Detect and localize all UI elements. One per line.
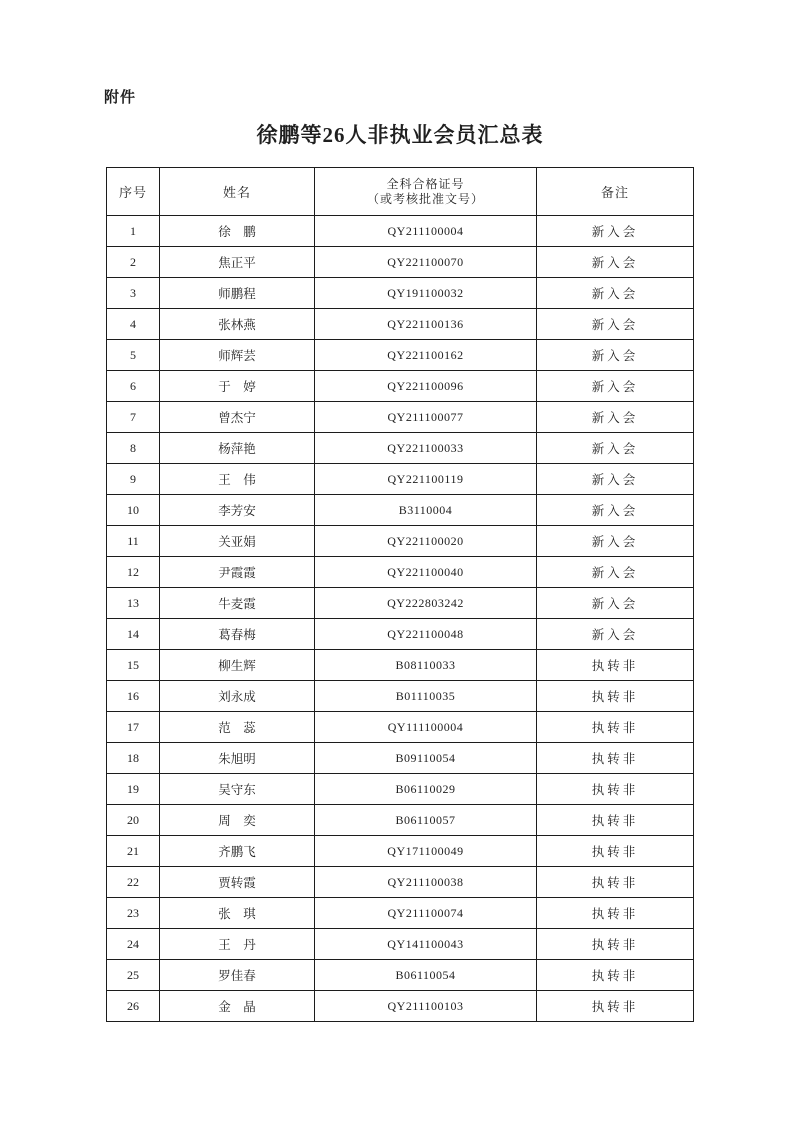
table-row xyxy=(107,402,694,433)
row-remark: 新入会 xyxy=(537,309,694,340)
row-remark: 执转非 xyxy=(537,867,694,898)
row-no: 14 xyxy=(107,619,160,650)
table-row xyxy=(107,371,694,402)
row-remark: 执转非 xyxy=(537,774,694,805)
row-name: 牛麦霞 xyxy=(160,588,315,619)
row-name: 张 琪 xyxy=(160,898,315,929)
row-cert: QY211100038 xyxy=(315,867,537,898)
row-name: 张林燕 xyxy=(160,309,315,340)
table-row xyxy=(107,743,694,774)
row-cert: QY211100103 xyxy=(315,991,537,1022)
header-cert xyxy=(315,168,537,216)
row-name: 徐 鹏 xyxy=(160,216,315,247)
row-cert: QY211100074 xyxy=(315,898,537,929)
row-name: 焦正平 xyxy=(160,247,315,278)
table-row xyxy=(107,960,694,991)
row-remark: 新入会 xyxy=(537,216,694,247)
row-remark: 新入会 xyxy=(537,557,694,588)
row-name: 王 丹 xyxy=(160,929,315,960)
row-name: 尹霞霞 xyxy=(160,557,315,588)
row-no: 26 xyxy=(107,991,160,1022)
row-remark: 新入会 xyxy=(537,340,694,371)
row-no: 8 xyxy=(107,433,160,464)
row-no: 12 xyxy=(107,557,160,588)
row-name: 师辉芸 xyxy=(160,340,315,371)
row-remark: 执转非 xyxy=(537,929,694,960)
row-cert: B01110035 xyxy=(315,681,537,712)
table-row xyxy=(107,991,694,1022)
table-row xyxy=(107,867,694,898)
row-remark: 新入会 xyxy=(537,464,694,495)
row-name: 关亚娟 xyxy=(160,526,315,557)
row-remark: 执转非 xyxy=(537,743,694,774)
row-remark: 新入会 xyxy=(537,247,694,278)
header-name: 姓名 xyxy=(160,168,315,216)
row-no: 23 xyxy=(107,898,160,929)
row-no: 20 xyxy=(107,805,160,836)
table-row xyxy=(107,557,694,588)
row-remark: 新入会 xyxy=(537,371,694,402)
row-cert: QY221100162 xyxy=(315,340,537,371)
table-row xyxy=(107,340,694,371)
table-row xyxy=(107,247,694,278)
row-cert: QY211100077 xyxy=(315,402,537,433)
row-no: 2 xyxy=(107,247,160,278)
header-cert-line2: （或考核批准文号） xyxy=(366,191,484,206)
table-body xyxy=(107,216,694,1022)
row-no: 7 xyxy=(107,402,160,433)
row-cert: B06110054 xyxy=(315,960,537,991)
row-cert: B06110057 xyxy=(315,805,537,836)
page-title: 徐鹏等26人非执业会员汇总表 xyxy=(256,123,544,147)
row-no: 9 xyxy=(107,464,160,495)
table-row xyxy=(107,805,694,836)
table-header xyxy=(107,168,694,216)
row-name: 朱旭明 xyxy=(160,743,315,774)
row-cert: QY221100033 xyxy=(315,433,537,464)
row-name: 柳生辉 xyxy=(160,650,315,681)
table-row xyxy=(107,433,694,464)
row-cert: QY221100096 xyxy=(315,371,537,402)
row-remark: 新入会 xyxy=(537,619,694,650)
row-cert: QY221100048 xyxy=(315,619,537,650)
row-cert: QY221100136 xyxy=(315,309,537,340)
row-no: 18 xyxy=(107,743,160,774)
row-name: 齐鹏飞 xyxy=(160,836,315,867)
row-name: 王 伟 xyxy=(160,464,315,495)
row-no: 3 xyxy=(107,278,160,309)
row-no: 25 xyxy=(107,960,160,991)
row-cert: B3110004 xyxy=(315,495,537,526)
row-cert: QY191100032 xyxy=(315,278,537,309)
row-cert: QY221100070 xyxy=(315,247,537,278)
row-cert: QY221100119 xyxy=(315,464,537,495)
row-no: 10 xyxy=(107,495,160,526)
row-remark: 新入会 xyxy=(537,588,694,619)
header-remark: 备注 xyxy=(537,168,694,216)
row-name: 范 蕊 xyxy=(160,712,315,743)
row-no: 1 xyxy=(107,216,160,247)
row-cert: QY221100040 xyxy=(315,557,537,588)
row-remark: 新入会 xyxy=(537,278,694,309)
row-name: 杨萍艳 xyxy=(160,433,315,464)
row-remark: 执转非 xyxy=(537,681,694,712)
row-name: 李芳安 xyxy=(160,495,315,526)
row-name: 师鹏程 xyxy=(160,278,315,309)
row-remark: 新入会 xyxy=(537,495,694,526)
row-remark: 新入会 xyxy=(537,402,694,433)
row-name: 周 奕 xyxy=(160,805,315,836)
row-name: 吴守东 xyxy=(160,774,315,805)
row-name: 刘永成 xyxy=(160,681,315,712)
row-remark: 执转非 xyxy=(537,960,694,991)
row-remark: 执转非 xyxy=(537,712,694,743)
row-no: 22 xyxy=(107,867,160,898)
table-row xyxy=(107,309,694,340)
row-no: 11 xyxy=(107,526,160,557)
header-no: 序号 xyxy=(107,168,160,216)
row-cert: B06110029 xyxy=(315,774,537,805)
row-name: 金 晶 xyxy=(160,991,315,1022)
attachment-label: 附件 xyxy=(104,90,137,106)
row-name: 贾转霞 xyxy=(160,867,315,898)
table-row xyxy=(107,836,694,867)
row-no: 16 xyxy=(107,681,160,712)
table-row xyxy=(107,588,694,619)
table-row xyxy=(107,712,694,743)
row-no: 6 xyxy=(107,371,160,402)
row-remark: 执转非 xyxy=(537,836,694,867)
table-row xyxy=(107,464,694,495)
table-row xyxy=(107,619,694,650)
row-no: 15 xyxy=(107,650,160,681)
row-cert: QY221100020 xyxy=(315,526,537,557)
row-name: 曾杰宁 xyxy=(160,402,315,433)
row-no: 13 xyxy=(107,588,160,619)
table-row xyxy=(107,650,694,681)
table-row xyxy=(107,774,694,805)
row-no: 21 xyxy=(107,836,160,867)
row-cert: B08110033 xyxy=(315,650,537,681)
row-remark: 执转非 xyxy=(537,991,694,1022)
row-name: 葛春梅 xyxy=(160,619,315,650)
table-row xyxy=(107,526,694,557)
table-row xyxy=(107,681,694,712)
table-header-row xyxy=(107,168,694,216)
row-remark: 执转非 xyxy=(537,805,694,836)
table-row xyxy=(107,898,694,929)
row-cert: B09110054 xyxy=(315,743,537,774)
row-remark: 执转非 xyxy=(537,898,694,929)
row-remark: 新入会 xyxy=(537,433,694,464)
row-cert: QY171100049 xyxy=(315,836,537,867)
table-row xyxy=(107,216,694,247)
row-remark: 执转非 xyxy=(537,650,694,681)
header-cert-line1: 全科合格证号 xyxy=(386,176,465,191)
table-row xyxy=(107,278,694,309)
row-remark: 新入会 xyxy=(537,526,694,557)
row-no: 19 xyxy=(107,774,160,805)
row-name: 罗佳春 xyxy=(160,960,315,991)
row-no: 5 xyxy=(107,340,160,371)
row-cert: QY222803242 xyxy=(315,588,537,619)
table-row xyxy=(107,495,694,526)
summary-table xyxy=(106,167,694,1022)
row-no: 17 xyxy=(107,712,160,743)
table-row xyxy=(107,929,694,960)
row-cert: QY111100004 xyxy=(315,712,537,743)
row-no: 24 xyxy=(107,929,160,960)
row-cert: QY141100043 xyxy=(315,929,537,960)
row-no: 4 xyxy=(107,309,160,340)
row-cert: QY211100004 xyxy=(315,216,537,247)
row-name: 于 婷 xyxy=(160,371,315,402)
